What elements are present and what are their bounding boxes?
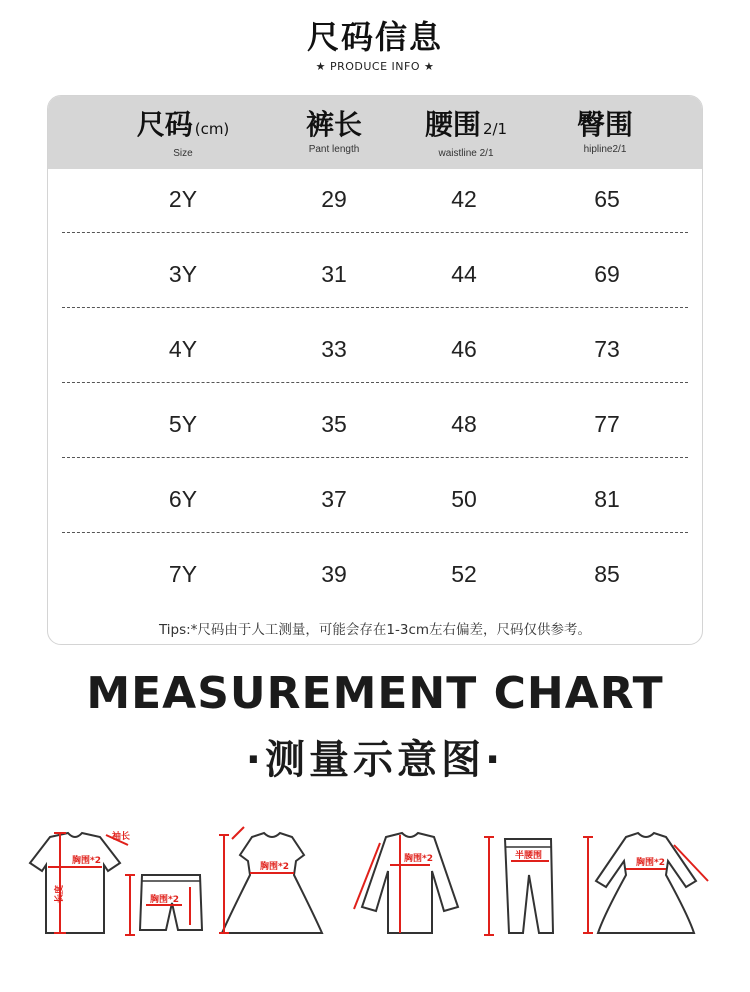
cell-pant-length: 33: [321, 336, 347, 362]
cell-pant-length: 29: [321, 186, 347, 212]
cell-size: 6Y: [168, 486, 198, 512]
cell-waist: 42: [451, 186, 477, 212]
header-hip-label: 臀围: [576, 108, 634, 141]
shorts-illustration: [120, 825, 210, 940]
size-table-header: [48, 96, 702, 169]
row-divider: [62, 532, 688, 533]
cell-hip: 69: [594, 261, 620, 287]
row-divider: [62, 307, 688, 308]
header-size-sub: Size: [173, 148, 193, 159]
cell-size: 2Y: [168, 186, 198, 212]
table-row: [48, 469, 702, 544]
cell-hip: 73: [594, 336, 620, 362]
header-size-label: 尺码: [136, 108, 193, 141]
row-divider: [62, 457, 688, 458]
cell-size: 4Y: [168, 336, 198, 362]
measurement-chart-subtitle: ·测量示意图·: [245, 737, 505, 783]
chest-label: 胸围*2: [72, 856, 101, 866]
cell-size: 5Y: [168, 411, 198, 437]
row-divider: [62, 382, 688, 383]
cell-waist: 52: [451, 561, 477, 587]
cell-size: 3Y: [168, 261, 198, 287]
cell-pant-length: 37: [321, 486, 347, 512]
table-row: [48, 394, 702, 469]
long-sleeve-chest-label: 胸围*2: [404, 854, 433, 864]
header-size: [137, 108, 230, 159]
cell-size: 7Y: [168, 561, 198, 587]
cell-hip: 65: [594, 186, 620, 212]
cell-pant-length: 35: [321, 411, 347, 437]
long-dress-chest-label: 胸围*2: [636, 858, 665, 868]
header-pant-length-label: 裤长: [305, 108, 363, 141]
half-waist-label: 半腰围: [515, 851, 543, 861]
cell-hip: 77: [594, 411, 620, 437]
cell-waist: 46: [451, 336, 477, 362]
header-pant-length: [306, 108, 362, 155]
table-row: [48, 169, 702, 244]
page-title: 尺码信息: [306, 18, 443, 56]
header-waist-sub: waistline 2/1: [438, 148, 494, 159]
row-divider: [62, 232, 688, 233]
cell-waist: 50: [451, 486, 477, 512]
header-waist: [425, 108, 507, 159]
size-table: [47, 95, 703, 645]
length-label: 长度: [55, 884, 65, 903]
dress-illustration: [212, 825, 332, 940]
table-row: [48, 244, 702, 319]
cell-pant-length: 39: [321, 561, 347, 587]
tips-note: Tips:*尺码由于人工测量，可能会存在1-3cm左右偏差，尺码仅供参考。: [158, 622, 592, 638]
cell-hip: 85: [594, 561, 620, 587]
header-waist-suffix: 2/1: [482, 120, 508, 138]
cell-waist: 48: [451, 411, 477, 437]
table-row: [48, 544, 702, 619]
header-size-unit: (cm): [194, 120, 230, 138]
sleeve-label: 袖长: [112, 832, 131, 842]
header-hip-sub: hipline2/1: [583, 144, 627, 155]
cell-waist: 44: [451, 261, 477, 287]
long-sleeve-illustration: [340, 825, 470, 940]
header-pant-length-sub: Pant length: [308, 144, 360, 155]
measurement-chart-title: MEASUREMENT CHART: [86, 668, 664, 719]
measurement-illustrations: [20, 825, 730, 950]
cell-pant-length: 31: [321, 261, 347, 287]
waist-label: 胸围*2: [150, 895, 179, 905]
header-hip: [577, 108, 633, 155]
page-subtitle: ★ PRODUCE INFO ★: [315, 60, 435, 73]
table-row: [48, 319, 702, 394]
dress-chest-label: 胸围*2: [260, 862, 289, 872]
header-waist-label: 腰围: [424, 108, 481, 141]
cell-hip: 81: [594, 486, 620, 512]
long-dress-illustration: [578, 825, 718, 940]
pants-illustration: [475, 825, 565, 940]
page-header: [0, 12, 750, 73]
